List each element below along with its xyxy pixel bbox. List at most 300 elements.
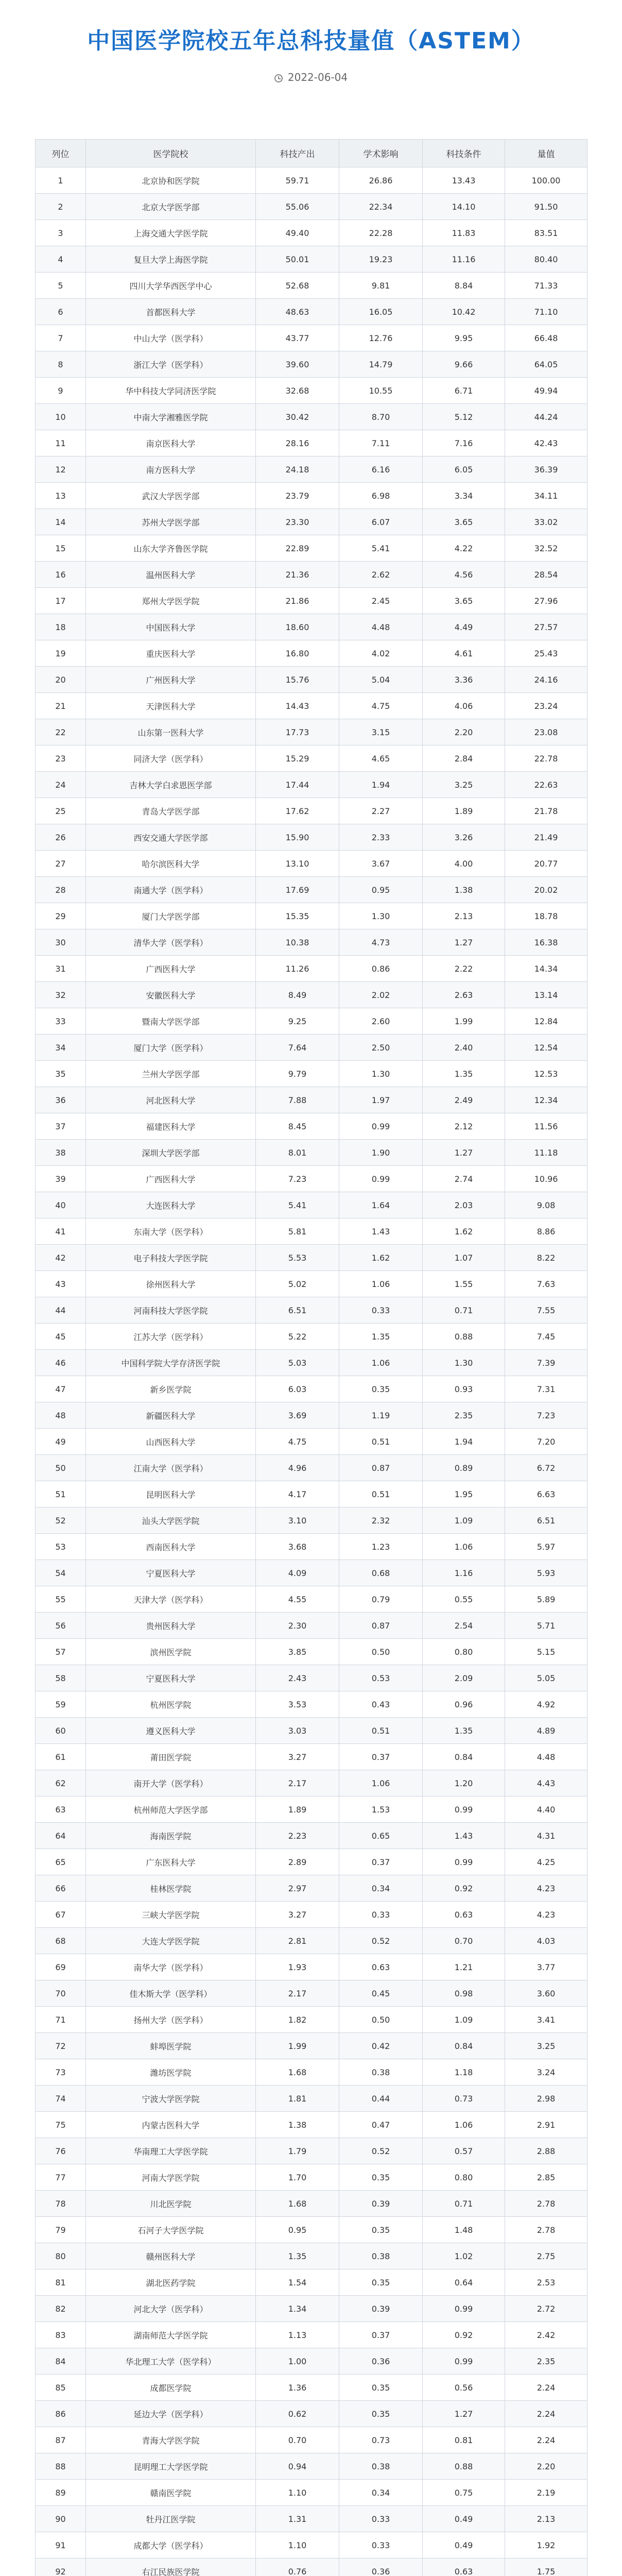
cell-output: 1.38 [256, 2112, 339, 2138]
cell-school: 中南大学湘雅医学院 [86, 404, 256, 430]
table-row [36, 2348, 588, 2375]
cell-value: 83.51 [505, 220, 588, 246]
cell-school: 徐州医科大学 [86, 1271, 256, 1297]
cell-output: 7.64 [256, 1035, 339, 1061]
cell-output: 7.23 [256, 1166, 339, 1192]
cell-impact: 0.37 [339, 1849, 423, 1875]
cell-value: 3.41 [505, 2007, 588, 2033]
cell-impact: 0.39 [339, 2191, 423, 2217]
cell-output: 3.27 [256, 1744, 339, 1770]
cell-output: 6.51 [256, 1297, 339, 1324]
cell-impact: 1.43 [339, 1218, 423, 1245]
cell-rank: 15 [36, 535, 86, 562]
cell-conditions: 7.16 [423, 430, 505, 456]
cell-impact: 0.37 [339, 2322, 423, 2348]
cell-value: 34.11 [505, 483, 588, 509]
cell-value: 2.72 [505, 2296, 588, 2322]
cell-conditions: 4.61 [423, 640, 505, 667]
cell-school: 厦门大学（医学科） [86, 1035, 256, 1061]
table-row [36, 667, 588, 693]
table-row [36, 1297, 588, 1324]
cell-school: 山东第一医科大学 [86, 719, 256, 745]
cell-rank: 35 [36, 1061, 86, 1087]
cell-rank: 10 [36, 404, 86, 430]
cell-rank: 77 [36, 2164, 86, 2191]
cell-value: 91.50 [505, 194, 588, 220]
cell-rank: 87 [36, 2427, 86, 2453]
cell-school: 川北医学院 [86, 2191, 256, 2217]
cell-conditions: 6.05 [423, 456, 505, 483]
cell-conditions: 1.16 [423, 1560, 505, 1586]
cell-school: 哈尔滨医科大学 [86, 851, 256, 877]
cell-rank: 6 [36, 299, 86, 325]
cell-value: 4.03 [505, 1928, 588, 1954]
table-row [36, 1140, 588, 1166]
cell-school: 宁夏医科大学 [86, 1560, 256, 1586]
cell-value: 9.08 [505, 1192, 588, 1218]
table-row [36, 1875, 588, 1902]
cell-value: 7.39 [505, 1350, 588, 1376]
cell-output: 5.22 [256, 1324, 339, 1350]
table-row [36, 956, 588, 982]
table-row [36, 798, 588, 824]
cell-school: 福建医科大学 [86, 1113, 256, 1140]
cell-school: 佳木斯大学（医学科） [86, 1980, 256, 2007]
cell-impact: 1.06 [339, 1350, 423, 1376]
cell-conditions: 1.21 [423, 1954, 505, 1980]
cell-rank: 39 [36, 1166, 86, 1192]
cell-impact: 0.51 [339, 1481, 423, 1507]
cell-conditions: 10.42 [423, 299, 505, 325]
table-row [36, 1639, 588, 1665]
table-row [36, 1613, 588, 1639]
cell-output: 17.62 [256, 798, 339, 824]
cell-impact: 0.79 [339, 1586, 423, 1613]
cell-rank: 65 [36, 1849, 86, 1875]
table-row [36, 772, 588, 798]
cell-value: 66.48 [505, 325, 588, 351]
cell-value: 13.14 [505, 982, 588, 1008]
cell-school: 中国科学院大学存济医学院 [86, 1350, 256, 1376]
cell-value: 2.98 [505, 2086, 588, 2112]
cell-conditions: 1.27 [423, 1140, 505, 1166]
cell-school: 河北医科大学 [86, 1087, 256, 1113]
cell-impact: 0.36 [339, 2348, 423, 2375]
cell-impact: 1.06 [339, 1770, 423, 1797]
cell-value: 5.93 [505, 1560, 588, 1586]
cell-value: 4.43 [505, 1770, 588, 1797]
cell-rank: 49 [36, 1429, 86, 1455]
cell-conditions: 1.62 [423, 1218, 505, 1245]
cell-impact: 2.33 [339, 824, 423, 851]
cell-rank: 23 [36, 745, 86, 772]
cell-impact: 22.34 [339, 194, 423, 220]
cell-rank: 78 [36, 2191, 86, 2217]
cell-rank: 68 [36, 1928, 86, 1954]
cell-impact: 0.52 [339, 1928, 423, 1954]
cell-value: 1.75 [505, 2558, 588, 2576]
cell-impact: 4.02 [339, 640, 423, 667]
cell-rank: 3 [36, 220, 86, 246]
table-row [36, 2191, 588, 2217]
table-row [36, 2427, 588, 2453]
cell-impact: 1.64 [339, 1192, 423, 1218]
cell-school: 武汉大学医学部 [86, 483, 256, 509]
cell-output: 59.71 [256, 167, 339, 194]
cell-value: 7.45 [505, 1324, 588, 1350]
cell-impact: 0.38 [339, 2059, 423, 2086]
cell-value: 3.25 [505, 2033, 588, 2059]
cell-school: 华中科技大学同济医学院 [86, 378, 256, 404]
cell-value: 18.78 [505, 903, 588, 929]
table-row [36, 929, 588, 956]
cell-school: 江苏大学（医学科） [86, 1324, 256, 1350]
table-row [36, 1770, 588, 1797]
cell-conditions: 8.84 [423, 273, 505, 299]
table-row [36, 299, 588, 325]
cell-conditions: 2.40 [423, 1035, 505, 1061]
cell-school: 扬州大学（医学科） [86, 2007, 256, 2033]
cell-impact: 0.35 [339, 2375, 423, 2401]
cell-rank: 62 [36, 1770, 86, 1797]
cell-output: 50.01 [256, 246, 339, 273]
cell-impact: 0.73 [339, 2427, 423, 2453]
cell-impact: 0.36 [339, 2558, 423, 2576]
cell-school: 右江民族医学院 [86, 2558, 256, 2576]
table-row [36, 1902, 588, 1928]
cell-conditions: 9.66 [423, 351, 505, 378]
cell-impact: 0.35 [339, 2401, 423, 2427]
cell-conditions: 13.43 [423, 167, 505, 194]
cell-conditions: 0.92 [423, 1875, 505, 1902]
cell-impact: 1.97 [339, 1087, 423, 1113]
cell-conditions: 1.99 [423, 1008, 505, 1035]
cell-rank: 82 [36, 2296, 86, 2322]
cell-value: 32.52 [505, 535, 588, 562]
cell-output: 8.45 [256, 1113, 339, 1140]
cell-value: 2.13 [505, 2506, 588, 2532]
cell-conditions: 1.95 [423, 1481, 505, 1507]
cell-rank: 46 [36, 1350, 86, 1376]
cell-school: 杭州医学院 [86, 1691, 256, 1718]
cell-rank: 54 [36, 1560, 86, 1586]
cell-value: 6.51 [505, 1507, 588, 1534]
cell-school: 华北理工大学（医学科） [86, 2348, 256, 2375]
cell-rank: 11 [36, 430, 86, 456]
cell-conditions: 0.57 [423, 2138, 505, 2164]
cell-school: 中国医科大学 [86, 614, 256, 640]
cell-rank: 32 [36, 982, 86, 1008]
cell-conditions: 1.48 [423, 2217, 505, 2243]
cell-value: 4.40 [505, 1797, 588, 1823]
cell-school: 南通大学（医学科） [86, 877, 256, 903]
cell-impact: 0.43 [339, 1691, 423, 1718]
header-conditions: 科技条件 [423, 140, 505, 167]
table-row [36, 1008, 588, 1035]
cell-conditions: 2.63 [423, 982, 505, 1008]
cell-rank: 44 [36, 1297, 86, 1324]
cell-conditions: 0.92 [423, 2322, 505, 2348]
cell-impact: 0.33 [339, 1902, 423, 1928]
table-row [36, 1402, 588, 1429]
cell-output: 28.16 [256, 430, 339, 456]
cell-value: 21.49 [505, 824, 588, 851]
cell-output: 2.43 [256, 1665, 339, 1691]
cell-conditions: 1.35 [423, 1718, 505, 1744]
cell-value: 71.10 [505, 299, 588, 325]
cell-school: 三峡大学医学院 [86, 1902, 256, 1928]
cell-school: 宁波大学医学院 [86, 2086, 256, 2112]
cell-conditions: 1.18 [423, 2059, 505, 2086]
cell-impact: 0.87 [339, 1613, 423, 1639]
cell-rank: 18 [36, 614, 86, 640]
cell-conditions: 4.06 [423, 693, 505, 719]
cell-impact: 0.33 [339, 2532, 423, 2558]
cell-output: 1.68 [256, 2059, 339, 2086]
cell-output: 5.02 [256, 1271, 339, 1297]
cell-value: 14.34 [505, 956, 588, 982]
cell-school: 暨南大学医学部 [86, 1008, 256, 1035]
table-row [36, 1350, 588, 1376]
cell-rank: 13 [36, 483, 86, 509]
table-row [36, 877, 588, 903]
cell-output: 22.89 [256, 535, 339, 562]
cell-impact: 5.41 [339, 535, 423, 562]
cell-rank: 72 [36, 2033, 86, 2059]
cell-conditions: 1.06 [423, 1534, 505, 1560]
cell-rank: 91 [36, 2532, 86, 2558]
cell-impact: 10.55 [339, 378, 423, 404]
cell-impact: 0.50 [339, 1639, 423, 1665]
cell-value: 1.92 [505, 2532, 588, 2558]
cell-output: 9.25 [256, 1008, 339, 1035]
cell-rank: 34 [36, 1035, 86, 1061]
cell-value: 4.92 [505, 1691, 588, 1718]
table-row [36, 220, 588, 246]
cell-value: 7.20 [505, 1429, 588, 1455]
cell-value: 24.16 [505, 667, 588, 693]
cell-rank: 92 [36, 2558, 86, 2576]
table-row [36, 2217, 588, 2243]
cell-conditions: 1.06 [423, 2112, 505, 2138]
table-row [36, 1849, 588, 1875]
cell-value: 2.53 [505, 2269, 588, 2296]
cell-conditions: 0.80 [423, 2164, 505, 2191]
cell-impact: 1.94 [339, 772, 423, 798]
cell-conditions: 0.70 [423, 1928, 505, 1954]
cell-rank: 50 [36, 1455, 86, 1481]
table-row [36, 351, 588, 378]
cell-output: 55.06 [256, 194, 339, 220]
table-row [36, 1586, 588, 1613]
cell-value: 8.22 [505, 1245, 588, 1271]
cell-rank: 76 [36, 2138, 86, 2164]
cell-value: 5.71 [505, 1613, 588, 1639]
table-row [36, 851, 588, 877]
cell-output: 3.10 [256, 1507, 339, 1534]
cell-output: 17.73 [256, 719, 339, 745]
cell-conditions: 1.30 [423, 1350, 505, 1376]
cell-output: 1.99 [256, 2033, 339, 2059]
cell-output: 43.77 [256, 325, 339, 351]
cell-output: 2.30 [256, 1613, 339, 1639]
cell-conditions: 1.38 [423, 877, 505, 903]
cell-output: 49.40 [256, 220, 339, 246]
cell-output: 1.79 [256, 2138, 339, 2164]
cell-impact: 6.16 [339, 456, 423, 483]
cell-impact: 2.27 [339, 798, 423, 824]
table-row [36, 1744, 588, 1770]
cell-impact: 0.51 [339, 1429, 423, 1455]
cell-output: 3.85 [256, 1639, 339, 1665]
cell-impact: 0.51 [339, 1718, 423, 1744]
cell-conditions: 14.10 [423, 194, 505, 220]
cell-output: 2.17 [256, 1770, 339, 1797]
cell-school: 苏州大学医学部 [86, 509, 256, 535]
cell-rank: 5 [36, 273, 86, 299]
cell-school: 浙江大学（医学科） [86, 351, 256, 378]
cell-conditions: 2.54 [423, 1613, 505, 1639]
table-row [36, 2322, 588, 2348]
header-rank: 列位 [36, 140, 86, 167]
cell-value: 5.89 [505, 1586, 588, 1613]
table-row [36, 456, 588, 483]
table-row [36, 325, 588, 351]
table-row [36, 430, 588, 456]
cell-rank: 4 [36, 246, 86, 273]
cell-value: 2.75 [505, 2243, 588, 2269]
cell-rank: 28 [36, 877, 86, 903]
cell-rank: 47 [36, 1376, 86, 1402]
table-row [36, 1954, 588, 1980]
cell-value: 11.56 [505, 1113, 588, 1140]
table-row [36, 2007, 588, 2033]
cell-value: 25.43 [505, 640, 588, 667]
cell-conditions: 1.27 [423, 2401, 505, 2427]
table-row [36, 903, 588, 929]
cell-value: 49.94 [505, 378, 588, 404]
cell-conditions: 0.49 [423, 2506, 505, 2532]
cell-value: 22.63 [505, 772, 588, 798]
cell-value: 2.88 [505, 2138, 588, 2164]
cell-value: 4.48 [505, 1744, 588, 1770]
cell-conditions: 1.94 [423, 1429, 505, 1455]
cell-output: 4.09 [256, 1560, 339, 1586]
cell-value: 7.31 [505, 1376, 588, 1402]
cell-impact: 0.63 [339, 1954, 423, 1980]
cell-output: 1.31 [256, 2506, 339, 2532]
table-row [36, 2138, 588, 2164]
cell-impact: 1.62 [339, 1245, 423, 1271]
cell-impact: 0.38 [339, 2453, 423, 2480]
cell-school: 桂林医学院 [86, 1875, 256, 1902]
cell-school: 河北大学（医学科） [86, 2296, 256, 2322]
cell-impact: 14.79 [339, 351, 423, 378]
cell-conditions: 4.00 [423, 851, 505, 877]
cell-output: 15.90 [256, 824, 339, 851]
cell-conditions: 3.36 [423, 667, 505, 693]
cell-impact: 0.86 [339, 956, 423, 982]
cell-conditions: 2.20 [423, 719, 505, 745]
cell-rank: 36 [36, 1087, 86, 1113]
cell-output: 3.03 [256, 1718, 339, 1744]
cell-output: 6.03 [256, 1376, 339, 1402]
cell-rank: 7 [36, 325, 86, 351]
cell-rank: 52 [36, 1507, 86, 1534]
cell-impact: 4.75 [339, 693, 423, 719]
cell-conditions: 1.27 [423, 929, 505, 956]
cell-school: 天津大学（医学科） [86, 1586, 256, 1613]
cell-rank: 55 [36, 1586, 86, 1613]
cell-conditions: 0.99 [423, 2296, 505, 2322]
cell-impact: 26.86 [339, 167, 423, 194]
cell-output: 23.79 [256, 483, 339, 509]
cell-school: 电子科技大学医学院 [86, 1245, 256, 1271]
table-row [36, 2401, 588, 2427]
cell-conditions: 0.63 [423, 1902, 505, 1928]
cell-value: 2.78 [505, 2191, 588, 2217]
cell-rank: 58 [36, 1665, 86, 1691]
cell-value: 2.24 [505, 2427, 588, 2453]
cell-impact: 0.68 [339, 1560, 423, 1586]
cell-conditions: 2.74 [423, 1166, 505, 1192]
cell-rank: 38 [36, 1140, 86, 1166]
cell-rank: 31 [36, 956, 86, 982]
table-row [36, 1113, 588, 1140]
cell-conditions: 0.55 [423, 1586, 505, 1613]
table-row [36, 1823, 588, 1849]
cell-school: 西南医科大学 [86, 1534, 256, 1560]
cell-value: 20.77 [505, 851, 588, 877]
cell-impact: 0.34 [339, 2480, 423, 2506]
cell-conditions: 2.35 [423, 1402, 505, 1429]
table-row [36, 194, 588, 220]
cell-school: 南京医科大学 [86, 430, 256, 456]
cell-conditions: 4.22 [423, 535, 505, 562]
cell-rank: 37 [36, 1113, 86, 1140]
ranking-table [35, 139, 588, 2576]
cell-output: 39.60 [256, 351, 339, 378]
cell-rank: 53 [36, 1534, 86, 1560]
cell-value: 5.05 [505, 1665, 588, 1691]
cell-output: 1.82 [256, 2007, 339, 2033]
cell-impact: 0.37 [339, 1744, 423, 1770]
cell-school: 贵州医科大学 [86, 1613, 256, 1639]
cell-output: 1.36 [256, 2375, 339, 2401]
cell-conditions: 2.84 [423, 745, 505, 772]
cell-conditions: 0.63 [423, 2558, 505, 2576]
cell-value: 2.35 [505, 2348, 588, 2375]
cell-rank: 1 [36, 167, 86, 194]
cell-school: 首都医科大学 [86, 299, 256, 325]
cell-school: 遵义医科大学 [86, 1718, 256, 1744]
table-row [36, 693, 588, 719]
cell-output: 5.81 [256, 1218, 339, 1245]
cell-value: 20.02 [505, 877, 588, 903]
cell-impact: 1.35 [339, 1324, 423, 1350]
cell-conditions: 0.99 [423, 1849, 505, 1875]
cell-impact: 2.60 [339, 1008, 423, 1035]
cell-impact: 6.98 [339, 483, 423, 509]
cell-school: 吉林大学白求恩医学部 [86, 772, 256, 798]
cell-rank: 70 [36, 1980, 86, 2007]
cell-value: 3.60 [505, 1980, 588, 2007]
cell-conditions: 1.20 [423, 1770, 505, 1797]
cell-impact: 12.76 [339, 325, 423, 351]
table-row [36, 2558, 588, 2576]
cell-value: 2.24 [505, 2401, 588, 2427]
cell-impact: 5.04 [339, 667, 423, 693]
